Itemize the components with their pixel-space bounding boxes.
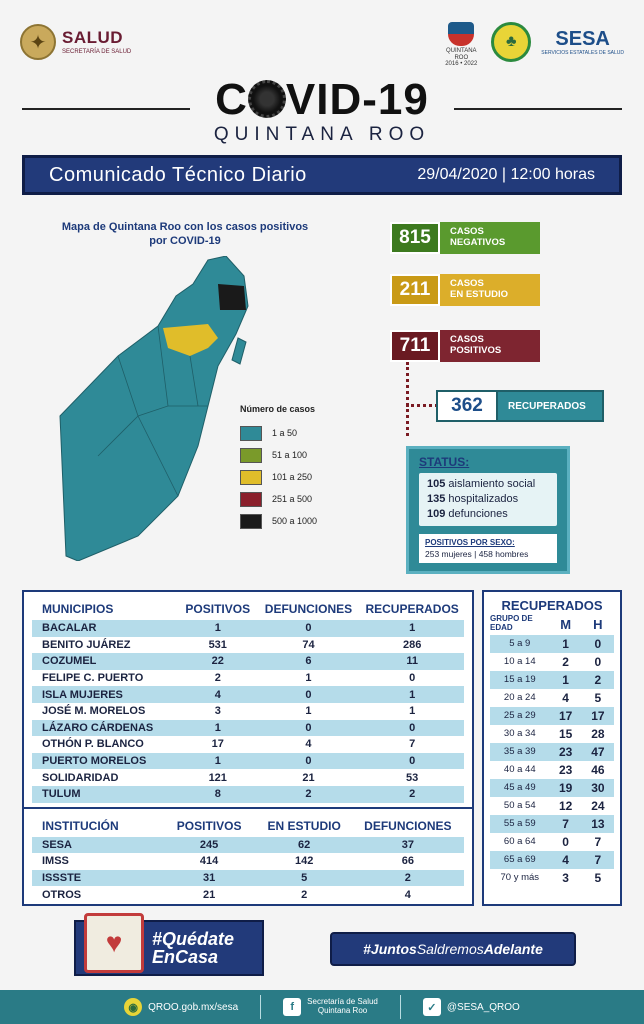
municipios-panel (22, 590, 474, 906)
table-row (32, 620, 464, 637)
row-value: 22 (179, 653, 257, 670)
legend-item: 500 a 1000 (240, 510, 317, 532)
table-row (490, 797, 614, 815)
row-label: TULUM (32, 786, 179, 803)
row-label: 30 a 34 (503, 728, 536, 740)
map-title: Mapa de Quintana Roo con los casos positivos por COVID-19 (61, 221, 309, 248)
row-value: 13 (582, 815, 614, 833)
row-label: 60 a 64 (503, 836, 536, 848)
row-value: 37 (352, 837, 464, 854)
quedate-en-casa-badge: ♥ #Quédate EnCasa (74, 920, 264, 976)
row-value: 11 (360, 653, 464, 670)
instituciones-table (32, 809, 464, 903)
row-label: LÁZARO CÁRDENAS (32, 720, 179, 737)
row-value: 46 (591, 762, 605, 777)
row-value: 7 (582, 851, 614, 869)
legend-swatch (240, 470, 262, 485)
row-value: 1 (257, 670, 361, 687)
sex-title: POSITIVOS POR SEXO: (425, 537, 515, 547)
status-box (406, 446, 570, 574)
status-list (419, 473, 557, 526)
legend-title: Número de casos (240, 404, 316, 414)
row-value: 0 (562, 834, 569, 849)
row-label: 10 a 14 (503, 656, 536, 668)
table-row (32, 886, 464, 903)
col-header: EN ESTUDIO (267, 818, 341, 833)
table-row (32, 653, 464, 670)
table-row (490, 815, 614, 833)
row-value: 21 (162, 886, 257, 903)
col-header: DEFUNCIONES (264, 602, 353, 616)
status-title: STATUS: (419, 455, 470, 469)
legend-item: 51 a 100 (240, 444, 317, 466)
virus-icon (248, 80, 286, 118)
row-value: 4 (179, 686, 257, 703)
row-label: IMSS (32, 853, 162, 870)
table-row (490, 689, 614, 707)
row-value: 0 (360, 670, 464, 687)
table-row (32, 870, 464, 887)
row-value: 1 (550, 635, 582, 653)
legend-swatch (240, 448, 262, 463)
row-value: 28 (591, 726, 605, 741)
partner-logos (441, 22, 624, 68)
table-row (32, 753, 464, 770)
row-value: 6 (257, 653, 361, 670)
table-row (32, 670, 464, 687)
col-header: RECUPERADOS (365, 602, 459, 616)
row-value: 12 (558, 798, 573, 813)
row-value: 7 (594, 834, 602, 849)
table-row (32, 686, 464, 703)
age-table (490, 615, 614, 887)
row-value: 21 (257, 769, 361, 786)
row-value: 17 (179, 736, 257, 753)
twitter-icon: ✓ (423, 998, 441, 1016)
row-value: 1 (179, 620, 257, 637)
table-row (490, 743, 614, 761)
row-value: 62 (257, 837, 352, 854)
sex-values: 253 mujeres | 458 hombres (425, 548, 529, 559)
row-label: OTROS (32, 886, 162, 903)
legend-item: 101 a 250 (240, 466, 317, 488)
row-value: 3 (179, 703, 257, 720)
row-value: 30 (582, 779, 614, 797)
row-value: 4 (257, 736, 361, 753)
row-value: 0 (360, 753, 464, 770)
row-value: 15 (558, 726, 573, 741)
main-title: C VID-19 QUINTANA ROO (190, 78, 454, 146)
row-value: 31 (162, 870, 257, 887)
table-row (32, 786, 464, 803)
row-label: SESA (32, 837, 162, 854)
row-value: 5 (594, 690, 602, 705)
row-value: 2 (562, 654, 569, 669)
legend-swatch (240, 426, 262, 441)
row-value: 3 (562, 870, 569, 885)
status-defunciones: 109 defunciones (427, 507, 508, 520)
row-value: 2 (179, 670, 257, 687)
col-header: M (560, 617, 572, 633)
row-value: 0 (582, 635, 614, 653)
row-value: 1 (360, 686, 464, 703)
website-link[interactable]: ◉ QROO.gob.mx/sesa (124, 998, 238, 1016)
row-value: 0 (257, 753, 361, 770)
eagle-icon: ✦ (20, 24, 56, 60)
age-rows (490, 635, 614, 887)
title-rule-left (22, 108, 190, 110)
col-header: GRUPO DE EDAD (490, 614, 533, 632)
positive-cases-value: 711 (390, 330, 440, 362)
row-label: 70 y más (500, 872, 540, 884)
col-header: POSITIVOS (176, 818, 242, 833)
legend-item: 1 a 50 (240, 422, 317, 444)
table-row (32, 703, 464, 720)
row-value: 0 (594, 654, 602, 669)
table-row (490, 671, 614, 689)
negative-cases-box: 815 CASOS NEGATIVOS (390, 222, 540, 254)
salud-subtitle: SECRETARÍA DE SALUD (62, 49, 132, 55)
row-value: 142 (257, 853, 352, 870)
row-value: 47 (582, 743, 614, 761)
row-value: 23 (550, 743, 582, 761)
row-value: 8 (179, 786, 257, 803)
map-region-black (218, 284, 246, 310)
row-value: 1 (179, 720, 257, 737)
col-header: MUNICIPIOS (42, 602, 114, 616)
row-value: 19 (550, 779, 582, 797)
row-value: 74 (257, 637, 361, 654)
recovered-label: RECUPERADOS (508, 400, 586, 412)
row-label: 25 a 29 (490, 707, 550, 725)
table-row (490, 851, 614, 869)
facebook-icon: f (283, 998, 301, 1016)
row-label: 45 a 49 (490, 779, 550, 797)
row-label: COZUMEL (32, 653, 179, 670)
row-label: FELIPE C. PUERTO (32, 670, 179, 687)
twitter-link[interactable]: ✓ @SESA_QROO (423, 998, 520, 1016)
divider (400, 995, 401, 1019)
connector-vertical (406, 362, 409, 436)
row-label: 50 a 54 (503, 800, 536, 812)
salud-logo (20, 24, 131, 60)
row-value: 4 (562, 690, 569, 705)
row-label: ISSSTE (32, 870, 162, 887)
table-row (490, 761, 614, 779)
facebook-link[interactable]: f Secretaría de Salud Quintana Roo (283, 998, 378, 1016)
row-value: 23 (558, 762, 573, 777)
legend-swatch (240, 514, 262, 529)
row-value: 66 (352, 853, 464, 870)
row-value: 1 (179, 753, 257, 770)
row-label: OTHÓN P. BLANCO (32, 736, 179, 753)
row-label: 35 a 39 (490, 743, 550, 761)
status-aislamiento: 105 aislamiento social (427, 478, 536, 490)
table-row (32, 720, 464, 737)
main-subtitle: QUINTANA ROO (213, 124, 431, 145)
shield-icon (448, 22, 474, 46)
row-value: 1 (360, 620, 464, 637)
row-label: 5 a 9 (490, 635, 550, 653)
age-recovered-panel (482, 590, 622, 906)
row-label: 40 a 44 (503, 764, 536, 776)
row-value: 245 (162, 837, 257, 854)
map-legend (240, 404, 317, 532)
report-banner (22, 155, 622, 195)
sex-breakdown (419, 534, 557, 563)
table-row (490, 869, 614, 887)
col-header: H (593, 617, 603, 633)
quintana-roo-map (58, 256, 258, 561)
row-label: 15 a 19 (490, 671, 550, 689)
row-value: 4 (352, 886, 464, 903)
table-row (490, 833, 614, 851)
row-value: 414 (162, 853, 257, 870)
juntos-saldremos-badge: #Juntos Saldremos Adelante (330, 932, 576, 966)
connector-horizontal (406, 404, 438, 407)
row-label: BENITO JUÁREZ (32, 637, 179, 654)
row-value: 2 (582, 671, 614, 689)
banner-title: Comunicado Técnico Diario (49, 163, 307, 186)
quintana-roo-logo: QUINTANA ROO 2016 • 2022 (441, 22, 481, 62)
legend-item: 251 a 500 (240, 488, 317, 510)
recovered-box (436, 390, 604, 422)
study-cases-box: 211 CASOS EN ESTUDIO (390, 274, 540, 306)
row-value: 7 (550, 815, 582, 833)
row-value: 5 (257, 870, 352, 887)
row-value: 24 (591, 798, 605, 813)
row-label: 20 a 24 (503, 692, 536, 704)
row-value: 2 (360, 786, 464, 803)
globe-icon: ◉ (124, 998, 142, 1016)
col-header: DEFUNCIONES (364, 818, 452, 833)
salud-title: SALUD (62, 28, 124, 47)
row-label: BACALAR (32, 620, 179, 637)
row-value: 286 (360, 637, 464, 654)
table-row (32, 769, 464, 786)
row-value: 0 (257, 620, 361, 637)
row-label: SOLIDARIDAD (32, 769, 179, 786)
status-hospitalizados: 135 hospitalizados (427, 492, 519, 505)
row-value: 531 (179, 637, 257, 654)
row-value: 53 (360, 769, 464, 786)
municipios-table (32, 592, 464, 803)
negative-cases-value: 815 (390, 222, 440, 254)
row-value: 17 (582, 707, 614, 725)
divider (260, 995, 261, 1019)
row-label: PUERTO MORELOS (32, 753, 179, 770)
row-value: 2 (352, 870, 464, 887)
sesa-logo: SESA SERVICIOS ESTATALES DE SALUD (541, 27, 624, 56)
tree-icon: ♣ (491, 22, 531, 62)
instituciones-rows (32, 837, 464, 903)
row-value: 4 (550, 851, 582, 869)
row-value: 121 (179, 769, 257, 786)
study-cases-value: 211 (390, 274, 440, 306)
row-value: 1 (360, 703, 464, 720)
row-value: 2 (257, 786, 361, 803)
heart-house-icon: ♥ (84, 913, 144, 973)
table-row (490, 635, 614, 653)
recovered-value: 362 (438, 392, 498, 420)
table-row (490, 653, 614, 671)
row-value: 17 (550, 707, 582, 725)
row-label: JOSÉ M. MORELOS (32, 703, 179, 720)
municipios-rows (32, 620, 464, 803)
banner-date: 29/04/2020 | 12:00 horas (417, 166, 595, 183)
row-value: 1 (550, 671, 582, 689)
row-value: 5 (594, 870, 602, 885)
table-row (490, 707, 614, 725)
legend-swatch (240, 492, 262, 507)
row-label: 55 a 59 (490, 815, 550, 833)
map-cozumel-island (232, 338, 246, 364)
age-panel-title: RECUPERADOS (501, 598, 603, 613)
table-row (490, 725, 614, 743)
table-row (32, 736, 464, 753)
title-rule-right (454, 108, 622, 110)
row-value: 0 (257, 720, 361, 737)
row-value: 0 (360, 720, 464, 737)
row-value: 1 (257, 703, 361, 720)
col-header: POSITIVOS (185, 602, 251, 616)
table-row (32, 637, 464, 654)
row-value: 2 (257, 886, 352, 903)
row-label: 65 a 69 (490, 851, 550, 869)
footer-bar (0, 990, 644, 1024)
positive-cases-box: 711 CASOS POSITIVOS (390, 330, 540, 362)
row-value: 0 (257, 686, 361, 703)
table-row (490, 779, 614, 797)
row-value: 7 (360, 736, 464, 753)
row-label: ISLA MUJERES (32, 686, 179, 703)
table-row (32, 853, 464, 870)
col-header: INSTITUCIÓN (42, 818, 119, 833)
table-row (32, 837, 464, 854)
